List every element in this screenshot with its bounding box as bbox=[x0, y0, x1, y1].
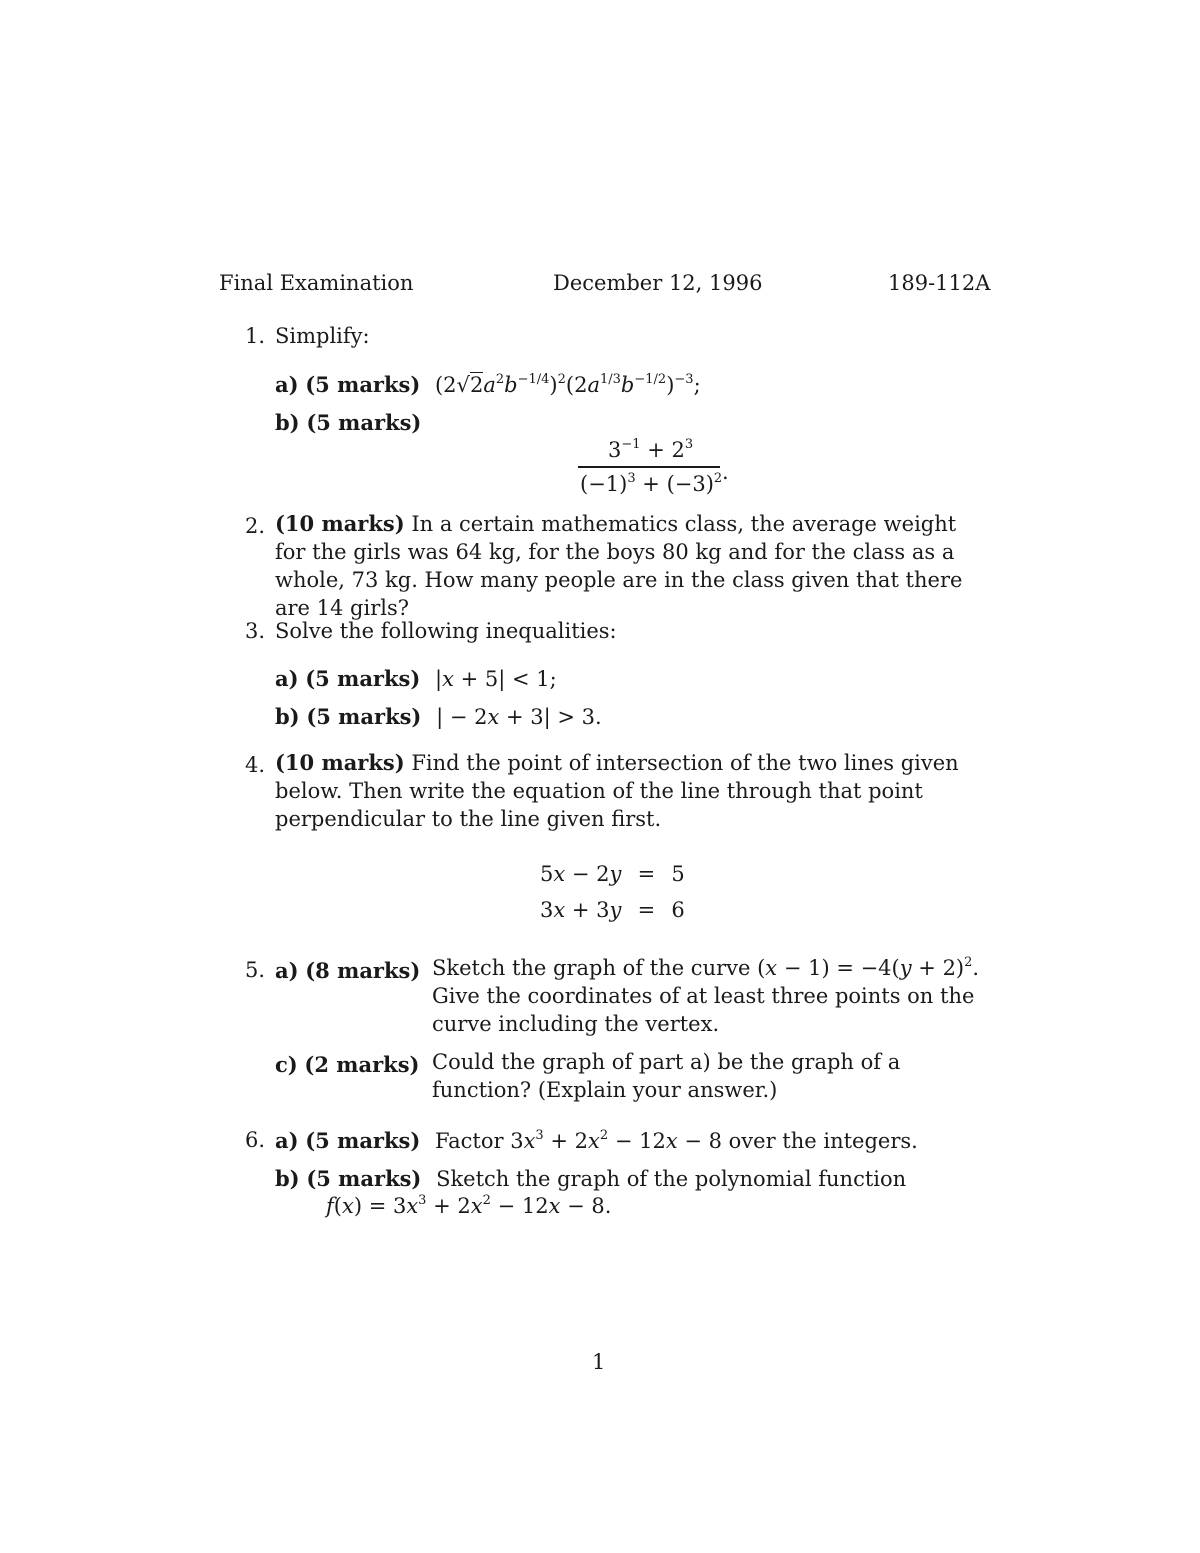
question-6a-marks: (5 marks) bbox=[305, 1128, 421, 1153]
equation-1-rhs: 5 bbox=[671, 862, 685, 886]
question-5c-marks: (2 marks) bbox=[304, 1052, 420, 1077]
expr-part: + bbox=[640, 438, 672, 462]
expr-var: a bbox=[587, 373, 600, 397]
question-5c-text: Could the graph of part a) be the graph of a function? (Explain your answer.) bbox=[432, 1050, 901, 1102]
expr-exponent: 3 bbox=[627, 471, 636, 486]
expr-var: x bbox=[406, 1194, 419, 1218]
expr-part: | − 2 bbox=[436, 705, 488, 729]
question-5a-body bbox=[432, 954, 987, 1038]
question-3a bbox=[275, 668, 557, 690]
question-5c-label: c) bbox=[275, 1052, 298, 1077]
question-3a-label: a) bbox=[275, 666, 299, 691]
question-4-body bbox=[275, 749, 985, 833]
expr-part: − 8 over the integers. bbox=[677, 1129, 918, 1153]
question-6a bbox=[275, 1130, 918, 1152]
expr-part: (−1) bbox=[580, 472, 628, 496]
expr-var: x bbox=[470, 1194, 483, 1218]
expr-exponent: 1/3 bbox=[599, 372, 621, 387]
expr-var: x bbox=[665, 1129, 678, 1153]
expr-exponent: −3 bbox=[674, 372, 694, 387]
question-1a-label: a) bbox=[275, 372, 299, 397]
expr-part: ) = 3 bbox=[353, 1194, 407, 1218]
expr-part: + 5| < 1; bbox=[453, 667, 557, 691]
expr-var: b bbox=[620, 373, 635, 397]
question-3a-marks: (5 marks) bbox=[305, 666, 421, 691]
question-6a-label: a) bbox=[275, 1128, 299, 1153]
question-4-text: Find the point of intersection of the two lines given below. Then write the equation of the line through that point perpendicular to the line given first. bbox=[275, 751, 959, 831]
expr-part: 5 bbox=[540, 862, 554, 886]
equation-system bbox=[540, 862, 685, 922]
expr-var: f bbox=[326, 1194, 334, 1218]
expr-var: x bbox=[765, 956, 778, 980]
expr-part: (2 bbox=[565, 373, 588, 397]
question-3-number: 3. bbox=[245, 619, 266, 643]
question-3-title: Solve the following inequalities: bbox=[275, 619, 617, 643]
expr-part: − 1) = −4( bbox=[777, 956, 900, 980]
question-3b-marks: (5 marks) bbox=[306, 704, 422, 729]
header-date: December 12, 1996 bbox=[553, 271, 763, 295]
question-3a-expression bbox=[435, 667, 557, 691]
expr-exponent: 3 bbox=[418, 1193, 427, 1208]
question-6-number: 6. bbox=[245, 1128, 266, 1152]
fraction-numerator bbox=[608, 437, 694, 462]
expr-part: Sketch the graph of the curve ( bbox=[432, 956, 766, 980]
question-6b bbox=[275, 1168, 906, 1190]
expr-part: ) bbox=[549, 373, 558, 397]
question-5a-label: a) bbox=[275, 958, 299, 983]
expr-var: x bbox=[341, 1194, 354, 1218]
expr-var: x bbox=[553, 898, 566, 922]
equation-2-equals: = bbox=[637, 898, 656, 922]
question-4-marks: (10 marks) bbox=[275, 750, 405, 775]
question-6b-function bbox=[326, 1193, 612, 1218]
equation-1-lhs bbox=[540, 862, 621, 886]
question-2-marks: (10 marks) bbox=[275, 511, 405, 536]
question-1-number: 1. bbox=[245, 324, 266, 348]
question-6b-label: b) bbox=[275, 1166, 300, 1191]
expr-part: − 8. bbox=[560, 1194, 612, 1218]
expr-part: | bbox=[434, 667, 443, 691]
question-1-title: Simplify: bbox=[275, 324, 370, 348]
expr-part: 2 bbox=[671, 438, 685, 462]
expr-var: x bbox=[442, 667, 454, 691]
expr-var: y bbox=[899, 956, 912, 980]
question-3b-expression bbox=[436, 705, 602, 729]
equation-1-equals: = bbox=[637, 862, 656, 886]
expr-exponent: 2 bbox=[495, 372, 505, 387]
question-1a-expression bbox=[435, 373, 701, 397]
expr-var: y bbox=[609, 898, 622, 922]
expr-var: x bbox=[523, 1129, 536, 1153]
question-5a-marks: (8 marks) bbox=[305, 958, 421, 983]
expr-part: + bbox=[635, 472, 667, 496]
equation-2-lhs bbox=[540, 898, 621, 922]
question-2-number: 2. bbox=[245, 514, 266, 538]
expr-part: ( bbox=[333, 1194, 342, 1218]
expr-part: 3 bbox=[540, 898, 554, 922]
expr-part: Factor 3 bbox=[434, 1129, 524, 1153]
equation-2-rhs: 6 bbox=[671, 898, 685, 922]
question-6b-text: Sketch the graph of the polynomial function bbox=[436, 1167, 907, 1191]
expr-part: . Give the coordinates of at least three points on the curve including the vertex. bbox=[432, 956, 980, 1036]
expr-var: x bbox=[588, 1129, 600, 1153]
fraction-denominator bbox=[580, 471, 723, 496]
expr-var: a bbox=[483, 373, 496, 397]
expr-part: − 12 bbox=[608, 1129, 666, 1153]
page-number: 1 bbox=[592, 1350, 606, 1374]
question-5-number: 5. bbox=[245, 958, 266, 982]
expr-exponent: 3 bbox=[535, 1128, 544, 1143]
expr-var: b bbox=[504, 373, 518, 397]
expr-exponent: −1/4 bbox=[517, 372, 550, 387]
fraction-bar bbox=[578, 466, 720, 468]
expr-part: ) bbox=[666, 373, 675, 397]
expr-part: − 2 bbox=[565, 862, 610, 886]
expr-exponent: 2 bbox=[557, 372, 566, 387]
sqrt-symbol: √ bbox=[456, 373, 470, 397]
question-1a-marks: (5 marks) bbox=[305, 372, 421, 397]
expr-exponent: 2 bbox=[599, 1128, 609, 1143]
expr-part: + 2) bbox=[911, 956, 965, 980]
expr-part: + 2 bbox=[426, 1194, 471, 1218]
expr-part: ; bbox=[693, 373, 701, 397]
question-3b-label: b) bbox=[275, 704, 300, 729]
expr-part: + 3 bbox=[565, 898, 610, 922]
expr-var: x bbox=[487, 705, 500, 729]
question-1b bbox=[275, 412, 421, 434]
question-3b bbox=[275, 706, 602, 728]
expr-var: y bbox=[609, 862, 622, 886]
fraction-period: . bbox=[722, 460, 729, 484]
expr-exponent: 3 bbox=[684, 437, 694, 452]
expr-part: − 12 bbox=[490, 1194, 549, 1218]
expr-var: x bbox=[553, 862, 566, 886]
question-1b-marks: (5 marks) bbox=[306, 410, 422, 435]
question-2-body bbox=[275, 510, 985, 622]
expr-exponent: 2 bbox=[713, 471, 723, 486]
sqrt-radicand: 2 bbox=[469, 373, 484, 397]
expr-part: (−3) bbox=[666, 472, 714, 496]
question-1b-label: b) bbox=[275, 410, 300, 435]
expr-exponent: −1/2 bbox=[634, 372, 667, 387]
expr-exponent: 2 bbox=[482, 1193, 491, 1208]
question-1a bbox=[275, 374, 701, 396]
expr-part: (2 bbox=[434, 373, 457, 397]
expr-var: x bbox=[548, 1194, 561, 1218]
question-4-number: 4. bbox=[245, 753, 266, 777]
question-6b-marks: (5 marks) bbox=[306, 1166, 422, 1191]
header-course-code: 189-112A bbox=[888, 271, 991, 295]
expr-exponent: −1 bbox=[621, 437, 641, 452]
question-6a-text bbox=[435, 1129, 918, 1153]
header-title: Final Examination bbox=[219, 271, 414, 295]
expr-part: + 2 bbox=[543, 1129, 589, 1153]
question-5c-head bbox=[275, 1054, 419, 1076]
expr-part: 3 bbox=[608, 438, 622, 462]
question-2-text: In a certain mathematics class, the average weight for the girls was 64 kg, for the boys 80 kg and for the class as a whole, 73 kg. How many people are in the class given that there are 14 girls? bbox=[275, 512, 963, 620]
question-5a-head bbox=[275, 960, 420, 982]
expr-part: + 3| > 3. bbox=[499, 705, 602, 729]
expr-exponent: 2 bbox=[964, 955, 973, 970]
